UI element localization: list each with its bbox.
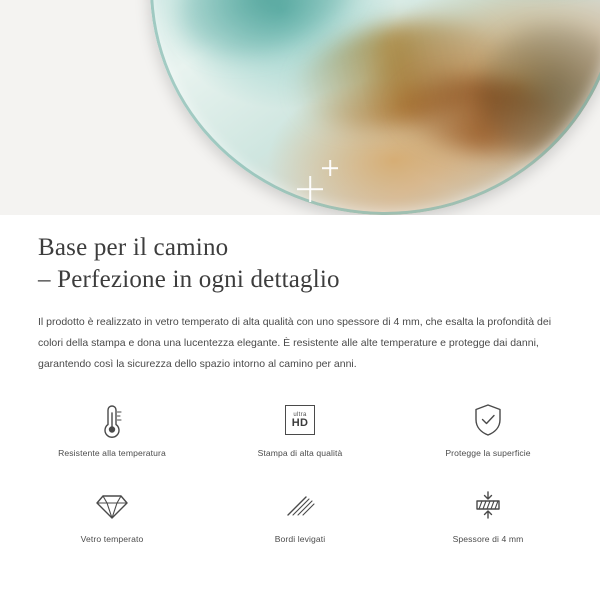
- feature-item-thickness: [394, 484, 582, 566]
- feature-grid: [18, 398, 582, 566]
- headline-line-1: Base per il camino: [38, 234, 229, 261]
- hd-text: HD: [291, 416, 309, 429]
- feature-item-print-quality: [206, 398, 394, 480]
- feature-label: Stampa di alta qualità: [257, 448, 343, 458]
- thermometer-icon: [95, 398, 129, 442]
- page-title: [38, 232, 568, 296]
- feature-item-polished-edges: [206, 484, 394, 566]
- ultra-hd-icon: [285, 398, 315, 442]
- feature-item-surface-protection: [394, 398, 582, 480]
- feature-label: Protegge la superficie: [445, 448, 531, 458]
- description-paragraph: Il prodotto è realizzato in vetro temperato di alta qualità con uno spessore di 4 mm, che esalta la profondità dei colori della stampa e dona una lucentezza elegante. È resistente alle alte temperature e protegge dai danni, garantendo così la sicurezza dello spazio intorno al camino per anni.: [38, 316, 552, 370]
- ultra-text: ultra: [293, 411, 307, 418]
- feature-item-tempered-glass: [18, 484, 206, 566]
- headline-line-2: – Perfezione in ogni dettaglio: [38, 266, 340, 293]
- feature-label: Resistente alla temperatura: [58, 448, 166, 458]
- feature-item-temperature: [18, 398, 206, 480]
- diamond-icon: [92, 484, 132, 528]
- polished-edges-icon: [282, 484, 318, 528]
- feature-label: Spessore di 4 mm: [452, 534, 524, 544]
- hero-image: [0, 0, 600, 215]
- shield-check-icon: [470, 398, 506, 442]
- thickness-arrows-icon: [469, 484, 507, 528]
- feature-label: Bordi levigati: [274, 534, 326, 544]
- feature-label: Vetro temperato: [80, 534, 144, 544]
